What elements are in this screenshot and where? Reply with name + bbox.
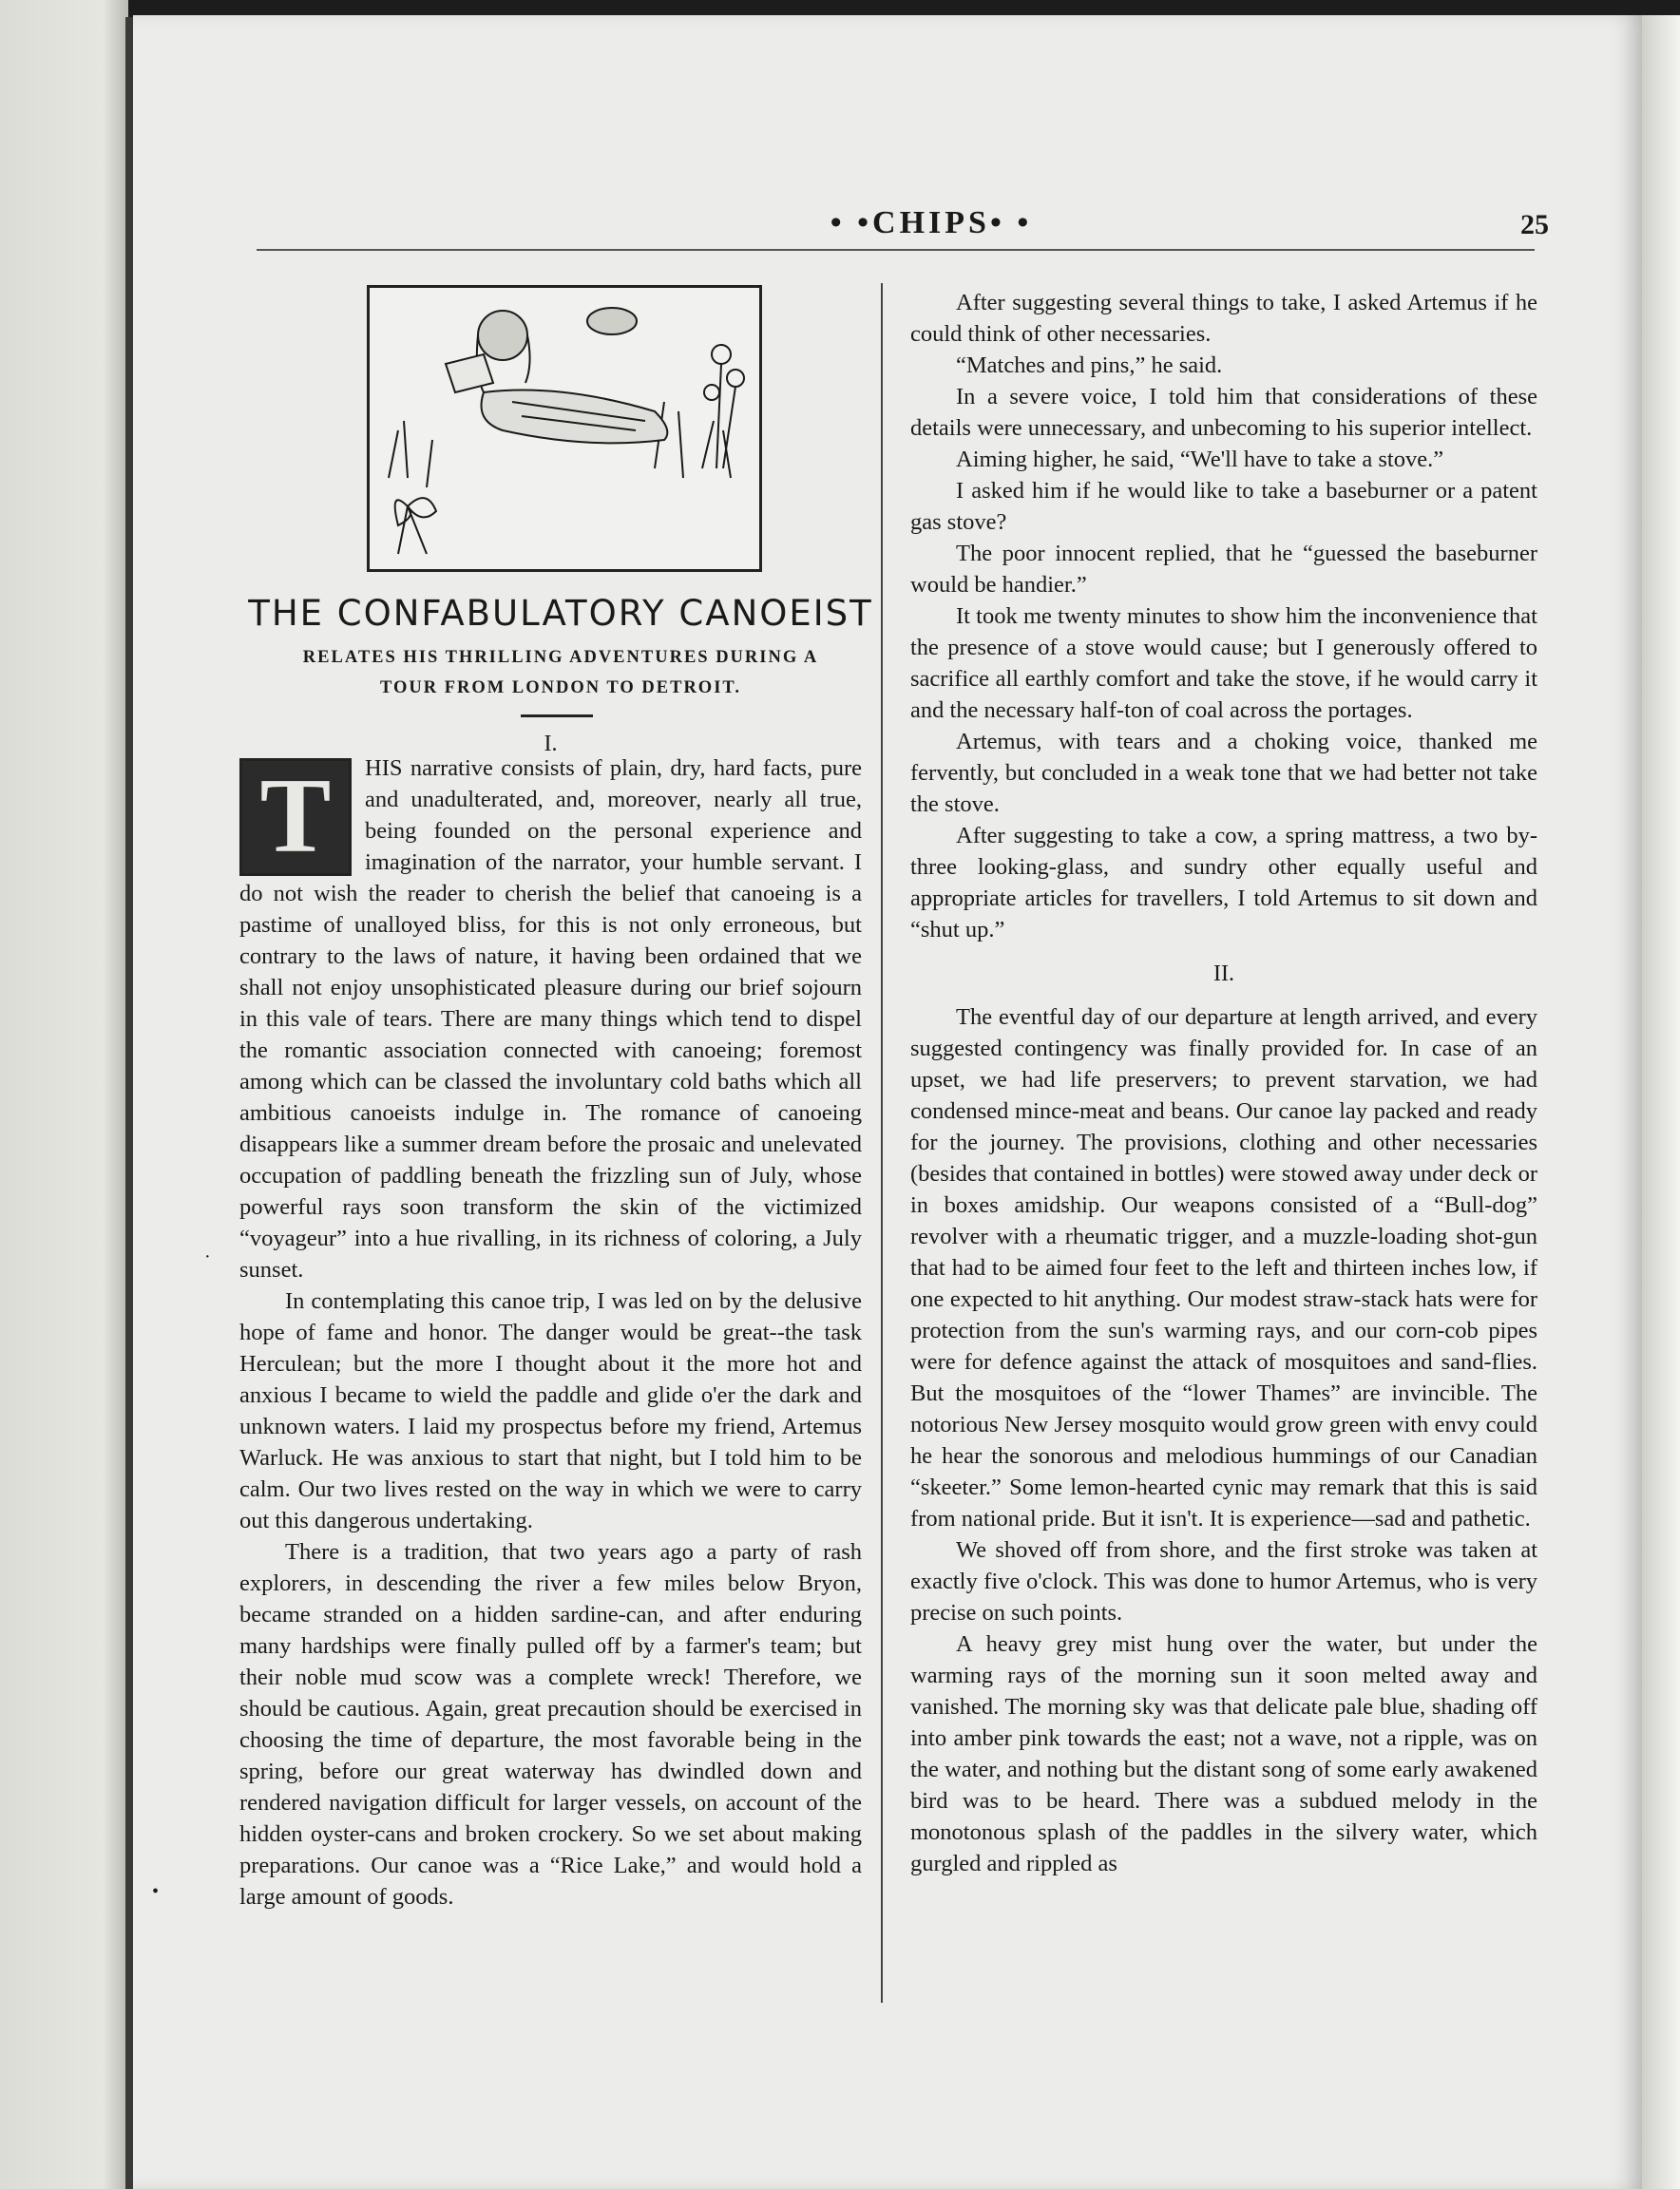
paragraph: HIS narrative consists of plain, dry, hard facts, pure and unadulterated, and, moreover, nearly all true, being founded on the personal experience and imagination of the narrator, your humble servant. I do not wish the reader to cherish the belief that canoeing is a pastime of unalloyed bliss, for this is not only erroneous, but contrary to the laws of nature, it having been ordained that we shall not enjoy unsophisticated pleasure during our brief sojourn in this vale of tears. There are many things which tend to dispel the romantic association connected with canoeing; foremost among which can be classed the involuntary cold baths which all ambitious canoeists indulge in. The romance of canoeing disappears like a summer dream before the prosaic and unelevated occupation of paddling beneath the frizzling sun of July, whose powerful rays soon transform the skin of the victimized “voyageur” into a hue rivalling, in its richness of coloring, a July sunset. xyxy=(239,755,862,1283)
extracts-illustration xyxy=(367,285,762,572)
section-heading-1: I. xyxy=(544,732,558,756)
page-number: 25 xyxy=(1520,209,1549,240)
paragraph: In contemplating this canoe trip, I was led on by the delusive hope of fame and honor. The danger would be great--the task Herculean; but the more I thought about it the more hot and anxious I became to wield the paddle and glide o'er the dark and unknown waters. I laid my prospectus before my friend, Artemus Warluck. He was anxious to start that night, but I told him to be calm. Our two lives rested on the way in which we were to carry out this dangerous undertaking. xyxy=(239,1288,862,1533)
stray-mark: · xyxy=(204,1247,211,1267)
running-head: • •CHIPS• • xyxy=(830,205,1033,240)
column-divider xyxy=(881,283,883,2003)
paragraph: After suggesting to take a cow, a spring mattress, a two by-three looking-glass, and sundry other equally useful and appropriate articles for travellers, I told Artemus to sit down and “shut up.” xyxy=(910,823,1537,942)
header-rule xyxy=(257,249,1535,251)
paragraph: It took me twenty minutes to show him the inconvenience that the presence of a stove would cause; but I generously offered to sacrifice all earthly comfort and take the stove, if he would carry it and the necessary half-ton of coal across the portages. xyxy=(910,603,1537,723)
paragraph: “Matches and pins,” he said. xyxy=(956,352,1223,378)
article-subtitle: RELATES HIS THRILLING ADVENTURES DURING A TOUR FROM LONDON TO DETROIT. xyxy=(302,648,819,697)
paragraph: In a severe voice, I told him that considerations of these details were unnecessary, and unbecoming to his superior intellect. xyxy=(910,384,1537,441)
section-heading-2: II. xyxy=(1213,961,1234,986)
scan-margin xyxy=(0,0,128,2189)
right-column xyxy=(910,287,1537,1879)
title-rule xyxy=(521,714,593,717)
drop-cap xyxy=(239,758,352,876)
paragraph: Aiming higher, he said, “We'll have to take a stove.” xyxy=(956,447,1444,472)
stray-mark: • xyxy=(152,1881,160,1902)
left-column xyxy=(239,752,862,1913)
paragraph: I asked him if he would like to take a baseburner or a patent gas stove? xyxy=(910,478,1537,535)
paragraph: Artemus, with tears and a choking voice, thanked me fervently, but concluded in a weak tone that we had better not take the stove. xyxy=(910,729,1537,817)
paragraph: There is a tradition, that two years ago a party of rash explorers, in descending the river a few miles below Bryon, became stranded on a hidden sardine-can, and after enduring many hardships were finally pulled off by a farmer's team; but their noble mud scow was a complete wreck! Therefore, we should be cautious. Again, great precaution should be exercised in choosing the time of departure, the most favorable being in the spring, before our great waterway has dwindled down and rendered navigation difficult for larger vessels, on account of the hidden oyster-cans and broken crockery. So we set about making preparations. Our canoe was a “Rice Lake,” and would hold a large amount of goods. xyxy=(239,1539,862,1910)
paragraph: After suggesting several things to take, I asked Artemus if he could think of other necessaries. xyxy=(910,290,1537,347)
drop-cap-letter: T xyxy=(259,757,332,875)
article-title: THE CONFABULATORY CANOEIST xyxy=(248,593,873,634)
paragraph: The poor innocent replied, that he “guessed the baseburner would be handier.” xyxy=(910,541,1537,598)
paragraph: The eventful day of our departure at length arrived, and every suggested contingency was finally provided for. In case of an upset, we had life preservers; to prevent starvation, we had condensed mince-meat and beans. Our canoe lay packed and ready for the journey. The provisions, clothing and other necessaries (besides that contained in bottles) were stowed away under deck or in boxes amidship. Our weapons consisted of a “Bull-dog” revolver with a rheumatic trigger, and a muzzle-loading shot-gun that had to be aimed four feet to the left and thirteen inches low, if one expected to hit anything. Our modest straw-stack hats were for protection from the sun's warming rays, and our corn-cob pipes were for defence against the attack of mosquitoes and sand-flies. But the mosquitoes of the “lower Thames” are invincible. The notorious New Jersey mosquito would grow green with envy could he hear the sonorous and melodious hummings of our Canadian “skeeter.” Some lemon-hearted cynic may remark that this is said from national pride. But it isn't. It is experience—sad and pathetic. xyxy=(910,1004,1537,1532)
paragraph: A heavy grey mist hung over the water, but under the warming rays of the morning sun it soon melted away and vanished. The morning sky was that delicate pale blue, shading off into amber pink towards the east; not a wave, not a ripple, was on the water, and nothing but the distant song of some early awakened bird was to be heard. There was a subdued melody in the monotonous splash of the paddles in the silvery water, which gurgled and rippled as xyxy=(910,1631,1537,1876)
paragraph: We shoved off from shore, and the first stroke was taken at exactly five o'clock. This was done to humor Artemus, who is very precise on such points. xyxy=(910,1537,1537,1626)
girl-reading-drawing xyxy=(370,288,759,569)
page-edge xyxy=(1642,15,1680,2189)
page-header xyxy=(257,205,1549,253)
